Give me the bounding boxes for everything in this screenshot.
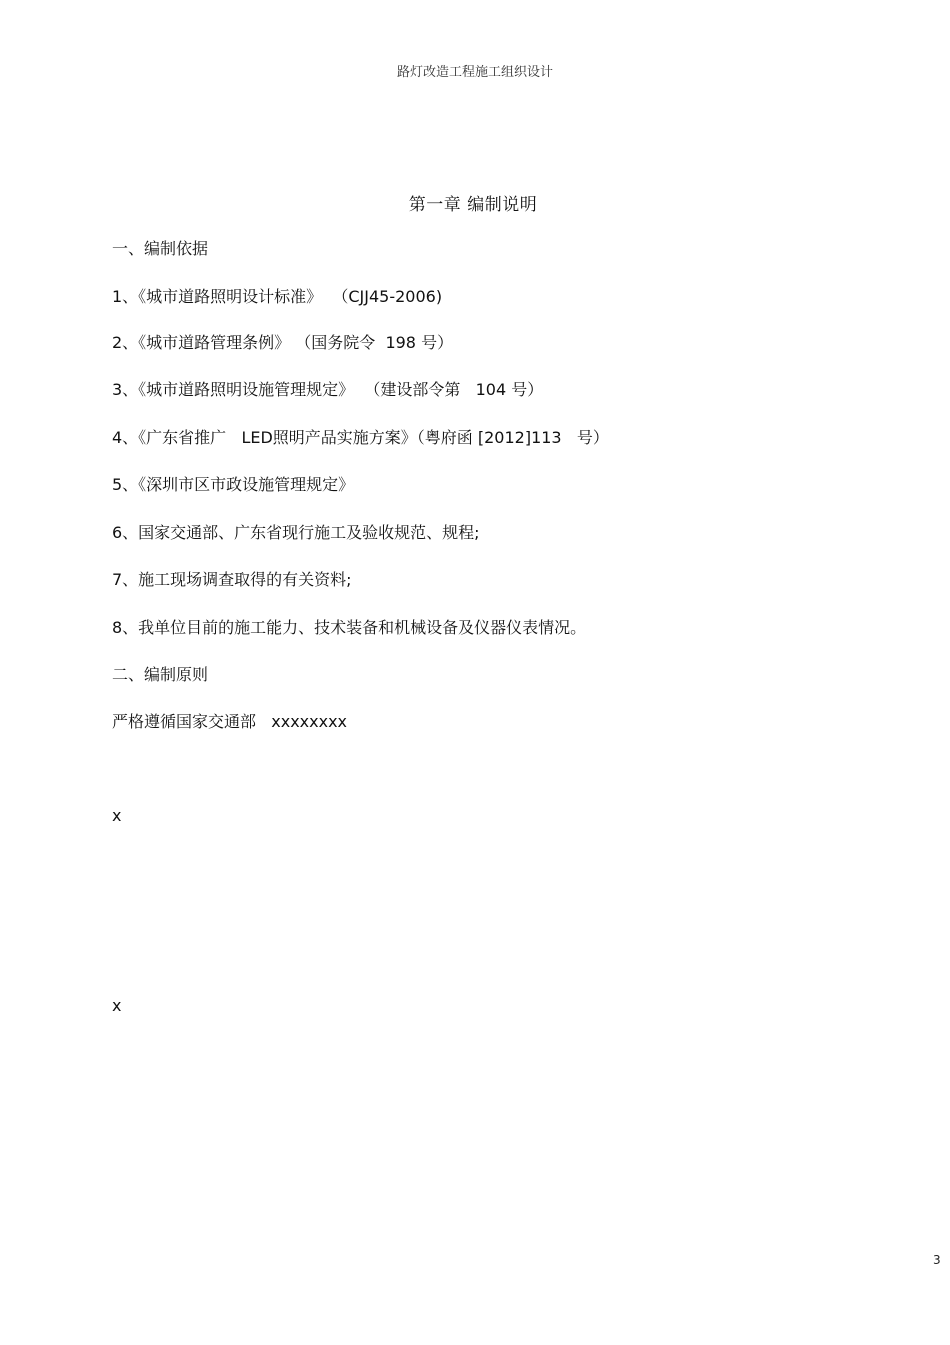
list-item: 4、《广东省推广 LED照明产品实施方案》（粤府函 [2012]113 号）: [112, 428, 609, 447]
text-fragment: x: [112, 806, 122, 825]
list-item: 5、《深圳市区市政设施管理规定》: [112, 475, 355, 494]
list-item: 6、国家交通部、广东省现行施工及验收规范、规程;: [112, 523, 480, 542]
section-heading-basis: 一、编制依据: [112, 239, 209, 258]
list-item: 7、施工现场调查取得的有关资料;: [112, 570, 352, 589]
list-item: 1、《城市道路照明设计标准》 （CJJ45-2006): [112, 287, 443, 306]
list-item: 8、我单位目前的施工能力、技术装备和机械设备及仪器仪表情况。: [112, 618, 587, 637]
list-item: 2、《城市道路管理条例》 （国务院令 198 号）: [112, 333, 454, 352]
text-fragment: x: [112, 996, 122, 1015]
page-number: 3: [933, 1253, 941, 1267]
running-header: 路灯改造工程施工组织设计: [396, 65, 553, 80]
list-item: 3、《城市道路照明设施管理规定》 （建设部令第 104 号）: [112, 380, 544, 399]
principles-paragraph: 严格遵循国家交通部 xxxxxxxx: [112, 712, 348, 731]
chapter-title: 第一章 编制说明: [408, 195, 538, 215]
section-heading-principles: 二、编制原则: [112, 665, 209, 684]
